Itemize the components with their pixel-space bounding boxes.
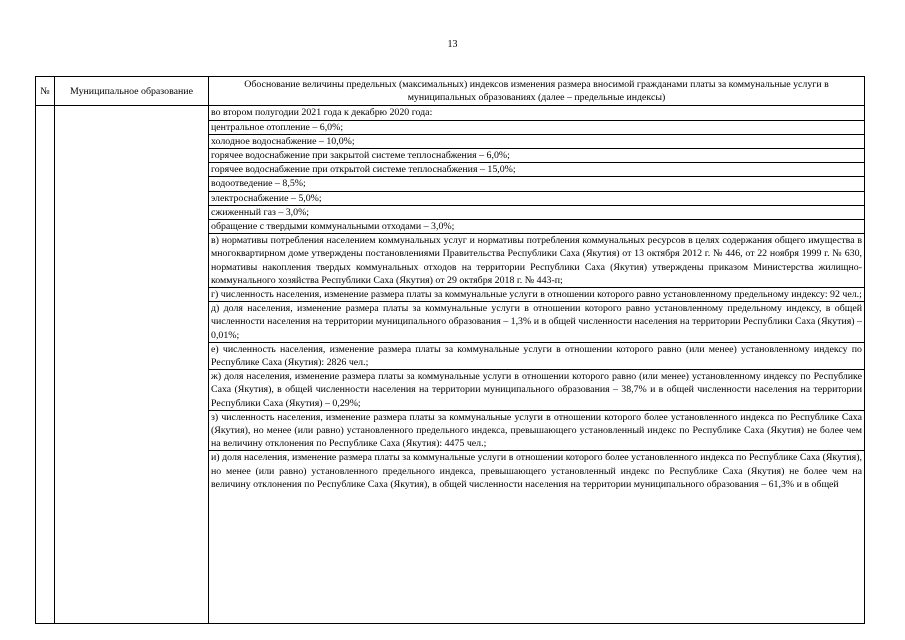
table-header-row	[36, 77, 865, 106]
paragraph-i: и) доля населения, изменение размера платы за коммунальные услуги в отношении которого более установленного индекса по Республике Саха (Якутия), но менее (или равно) установленного предельного индекса, превышающего установленный индекс по Республике Саха (Якутия) не более чем на величину отклонения по Республике Саха (Якутия), в общей численности населения на территории муниципального образования – 61,3% и в общей	[211, 452, 862, 490]
table-row	[36, 106, 865, 624]
cell-justification	[209, 106, 865, 624]
cell-number	[36, 106, 55, 624]
text-line: обращение с твердыми коммунальными отходами – 3,0%;	[209, 220, 864, 234]
text-line: сжиженный газ – 3,0%;	[209, 206, 864, 220]
text-line: водоотведение – 8,5%;	[209, 177, 864, 191]
paragraph-z: з) численность населения, изменение размера платы за коммунальные услуги в отношении которого более установленного индекса по Республике Саха (Якутия), но менее (или равно) установленного предельного индекса, превышающего установленный индекс по Республике Саха (Якутия) не более чем на величину отклонения по Республике Саха (Якутия): 4475 чел.;	[209, 411, 864, 452]
justification-table	[35, 76, 865, 624]
page-number: 13	[447, 39, 458, 50]
header-number: №	[36, 77, 55, 106]
text-line: центральное отопление – 6,0%;	[209, 121, 864, 135]
paragraph-d: д) доля населения, изменение размера платы за коммунальные услуги в отношении которого равно установленному предельному индексу, в общей численности населения на территории муниципального образования – 1,3% и в общей численности населения на территории Республики Саха (Якутия) – 0,01%;	[209, 302, 864, 343]
paragraph-g: г) численность населения, изменение размера платы за коммунальные услуги в отношении которого равно установленному предельному индексу: 92 чел.;	[209, 288, 864, 302]
text-line: холодное водоснабжение – 10,0%;	[209, 135, 864, 149]
text-line: горячее водоснабжение при закрытой системе теплоснабжения – 6,0%;	[209, 149, 864, 163]
text-line: во втором полугодии 2021 года к декабрю 2020 года:	[209, 106, 864, 120]
header-municipality: Муниципальное образование	[55, 77, 209, 106]
header-justification: Обоснование величины предельных (максимальных) индексов изменения размера вносимой гражданами платы за коммунальные услуги в муниципальных образованиях (далее – предельные индексы)	[209, 77, 865, 106]
paragraph-v: в) нормативы потребления населением коммунальных услуг и нормативы потребления коммунальных ресурсов в целях содержания общего имущества в многоквартирном доме утверждены постановлениями Правительства Республики Саха (Якутия) от 13 октября 2012 г. № 446, от 22 ноября 1999 г. № 630, нормативы накопления твердых коммунальных отходов на территории Республики Саха (Якутия) утверждены приказом Министерства жилищно-коммунального хозяйства Республики Саха (Якутия) от 29 октября 2018 г. № 443-п;	[209, 234, 864, 288]
cell-municipality	[55, 106, 209, 624]
paragraph-zh: ж) доля населения, изменение размера платы за коммунальные услуги в отношении которого равно (или менее) установленному индексу по Республике Саха (Якутия), в общей численности населения на территории муниципального образования – 38,7% и в общей численности населения на территории Республики Саха (Якутия) – 0,29%;	[209, 370, 864, 411]
text-line: электроснабжение – 5,0%;	[209, 192, 864, 206]
text-line: горячее водоснабжение при открытой системе теплоснабжения – 15,0%;	[209, 163, 864, 177]
paragraph-e: е) численность населения, изменение размера платы за коммунальные услуги в отношении которого равно (или менее) установленному индексу по Республике Саха (Якутия): 2826 чел.;	[209, 343, 864, 370]
